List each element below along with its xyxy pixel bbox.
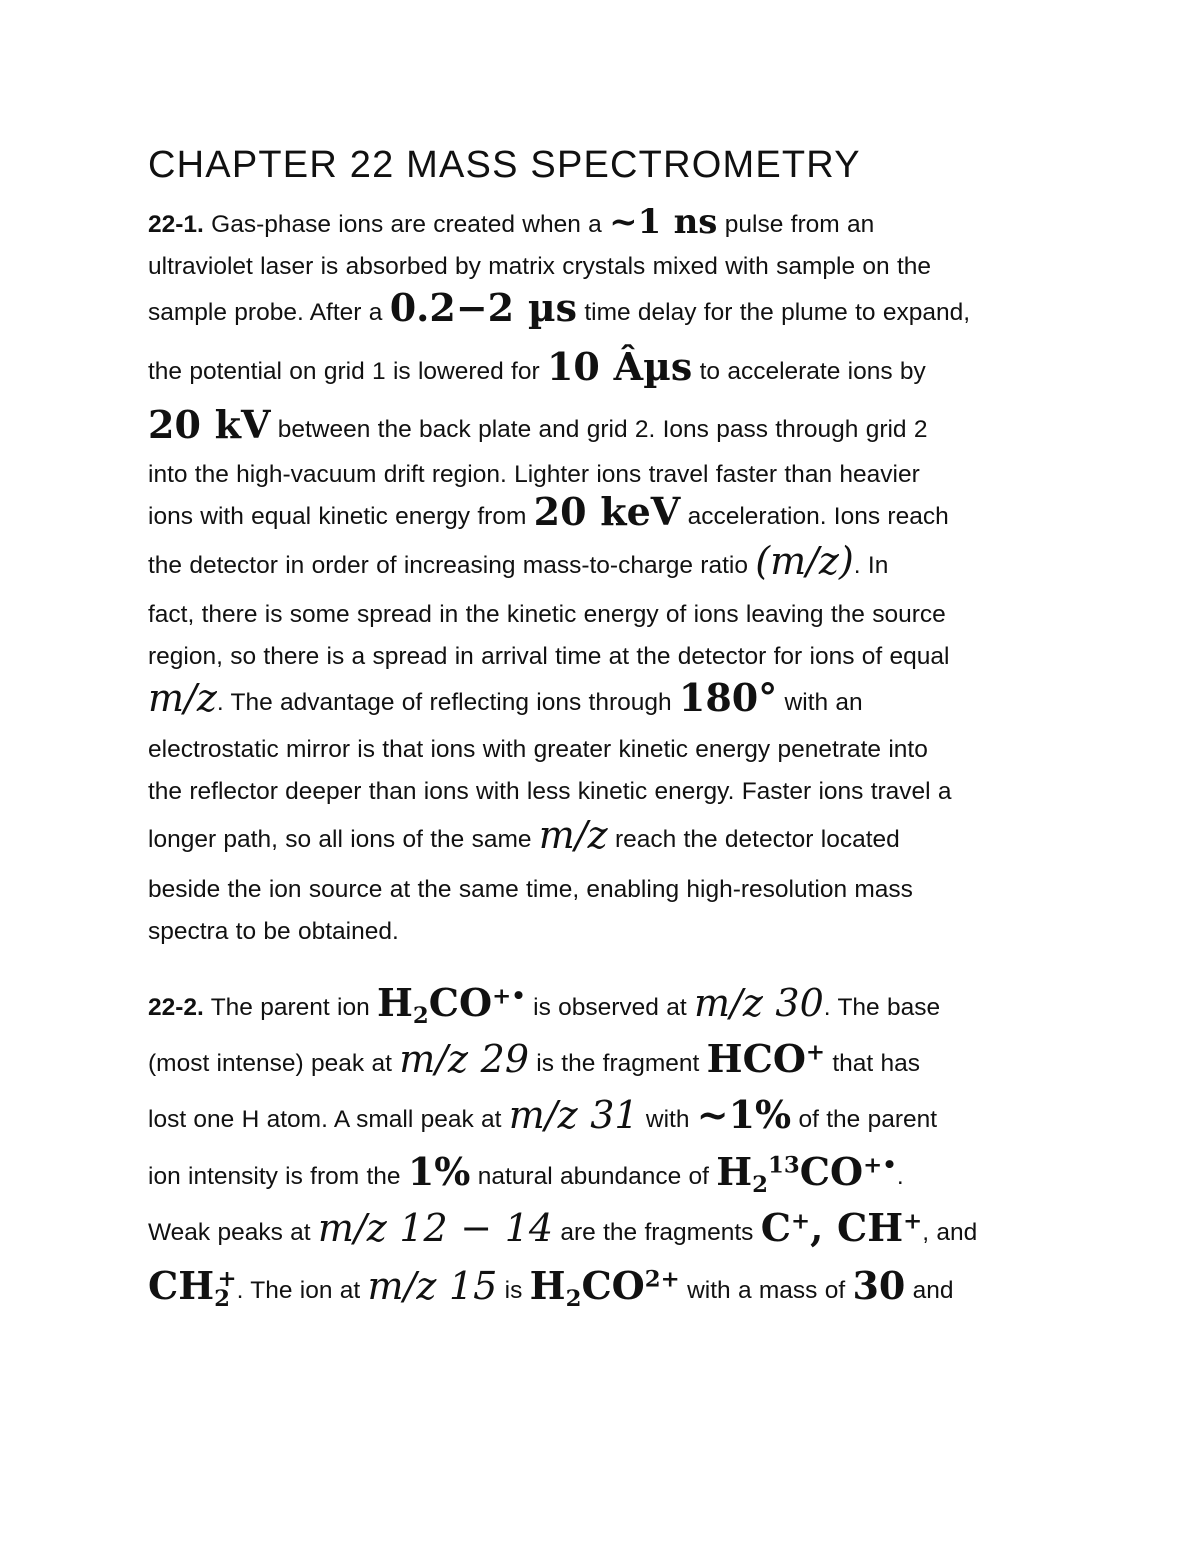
text-line <box>148 285 1058 338</box>
math-time-delay: 0.2−2 µs <box>389 285 578 330</box>
math-mass-to-charge: (m/z) <box>755 539 854 583</box>
math-formula-isotope: $H_2^{13}CO^{+•}$ <box>716 1149 897 1198</box>
text-run: lost one H atom. A small peak at <box>148 1106 509 1133</box>
math-pulse-time: 10 Âµs <box>546 344 693 389</box>
text-run: ultraviolet laser is absorbed by matrix crystals mixed with sample on the <box>148 253 932 280</box>
text-line <box>148 980 1058 1036</box>
text-run: is <box>497 1277 530 1304</box>
text-line <box>148 912 1058 952</box>
chapter-title: CHAPTER 22 MASS SPECTROMETRY <box>148 144 861 186</box>
math-energy: 20 keV <box>533 489 681 534</box>
text-run: region, so there is a spread in arrival time at the detector for ions of equal <box>148 643 950 670</box>
text-run: acceleration. Ions reach <box>680 503 949 530</box>
problem-number: 22-1. <box>148 211 204 238</box>
text-line <box>148 636 1058 678</box>
text-run: pulse from an <box>717 211 875 238</box>
text-run: ions with equal kinetic energy from <box>148 503 534 530</box>
text-run: sample probe. After a <box>148 299 390 326</box>
text-run: natural abundance of <box>470 1163 717 1190</box>
problem-22-1 <box>148 204 1058 952</box>
text-run: and <box>905 1277 954 1304</box>
text-run: . The advantage of reflecting ions through <box>216 689 679 716</box>
text-line <box>148 1036 1058 1092</box>
text-line <box>148 1260 1058 1322</box>
math-mass: 30 <box>852 1263 906 1308</box>
text-run: . The ion at <box>236 1277 368 1304</box>
text-line <box>148 594 1058 636</box>
text-run: spectra to be obtained. <box>148 918 399 945</box>
text-run: with <box>638 1106 697 1133</box>
text-run: beside the ion source at the same time, enabling high-resolution mass <box>148 876 913 903</box>
math-percent: 1% <box>407 1149 471 1194</box>
text-run: to accelerate ions by <box>692 358 926 385</box>
math-angle: 180° <box>678 675 778 720</box>
math-percent: ~1% <box>696 1092 792 1137</box>
math-formula-ch2: $CH_2^+$ <box>148 1263 237 1312</box>
text-run: are the fragments <box>553 1219 761 1246</box>
problem-number: 22-2. <box>148 994 204 1021</box>
math-voltage: 20 kV <box>148 402 271 447</box>
text-run: the reflector deeper than ions with less kinetic energy. Faster ions travel a <box>148 778 952 805</box>
text-line <box>148 338 1058 406</box>
math-duration: ~1 ns <box>609 202 718 242</box>
text-line <box>148 246 1058 288</box>
text-run: that has <box>825 1050 921 1077</box>
text-line <box>148 772 1058 812</box>
math-mz-range: m/z 12 − 14 <box>317 1206 554 1250</box>
text-line <box>148 1206 1058 1260</box>
problem-22-2 <box>148 980 1058 1322</box>
text-run: ion intensity is from the <box>148 1163 408 1190</box>
text-run: The parent ion <box>203 994 378 1021</box>
math-mz-value: m/z 15 <box>367 1264 498 1308</box>
text-run: (most intense) peak at <box>148 1050 400 1077</box>
text-line <box>148 1092 1058 1148</box>
text-run: time delay for the plume to expand, <box>577 299 971 326</box>
text-run: between the back plate and grid 2. Ions pass through grid 2 <box>270 416 928 443</box>
text-line <box>148 1148 1058 1206</box>
text-run: reach the detector located <box>607 826 900 853</box>
text-line <box>148 812 1058 868</box>
text-run: , and <box>922 1219 978 1246</box>
text-run: with an <box>777 689 863 716</box>
text-run: longer path, so all ions of the same <box>148 826 539 853</box>
text-run: fact, there is some spread in the kinetic energy of ions leaving the source <box>148 601 946 628</box>
text-line <box>148 402 1058 454</box>
text-line <box>148 675 1058 728</box>
math-mz-value: m/z 31 <box>508 1093 639 1137</box>
text-line <box>148 489 1058 538</box>
text-run: with a mass of <box>679 1277 853 1304</box>
text-run: . In <box>853 552 889 579</box>
text-run: Weak peaks at <box>148 1219 318 1246</box>
document-page <box>148 138 1058 1322</box>
math-mz-value: m/z 29 <box>399 1037 529 1081</box>
math-formula-fragment: HCO+ <box>706 1036 826 1081</box>
text-line <box>148 728 1058 772</box>
text-run: electrostatic mirror is that ions with greater kinetic energy penetrate into <box>148 736 928 763</box>
math-formula-dication: $H_2CO^{2+}$ <box>529 1263 680 1312</box>
math-mz: m/z <box>538 813 608 857</box>
text-run: of the parent <box>791 1106 938 1133</box>
text-line <box>148 538 1058 594</box>
text-run: into the high-vacuum drift region. Lighter ions travel faster than heavier <box>148 461 920 488</box>
text-run: the detector in order of increasing mass-to-charge ratio <box>148 552 756 579</box>
text-run: . <box>896 1163 904 1190</box>
text-run: . The base <box>823 994 941 1021</box>
text-run: the potential on grid 1 is lowered for <box>148 358 547 385</box>
text-run: is observed at <box>525 994 694 1021</box>
text-run: Gas-phase ions are created when a <box>203 211 610 238</box>
text-run: is the fragment <box>529 1050 707 1077</box>
text-line <box>148 868 1058 912</box>
math-mz: m/z <box>148 676 217 720</box>
text-line <box>148 204 1058 246</box>
math-mz-value: m/z 30 <box>693 981 824 1025</box>
math-formula-parent-ion: $H_2CO^{+•}$ <box>377 980 526 1029</box>
math-formula-fragments: C+, CH+ <box>760 1205 923 1250</box>
